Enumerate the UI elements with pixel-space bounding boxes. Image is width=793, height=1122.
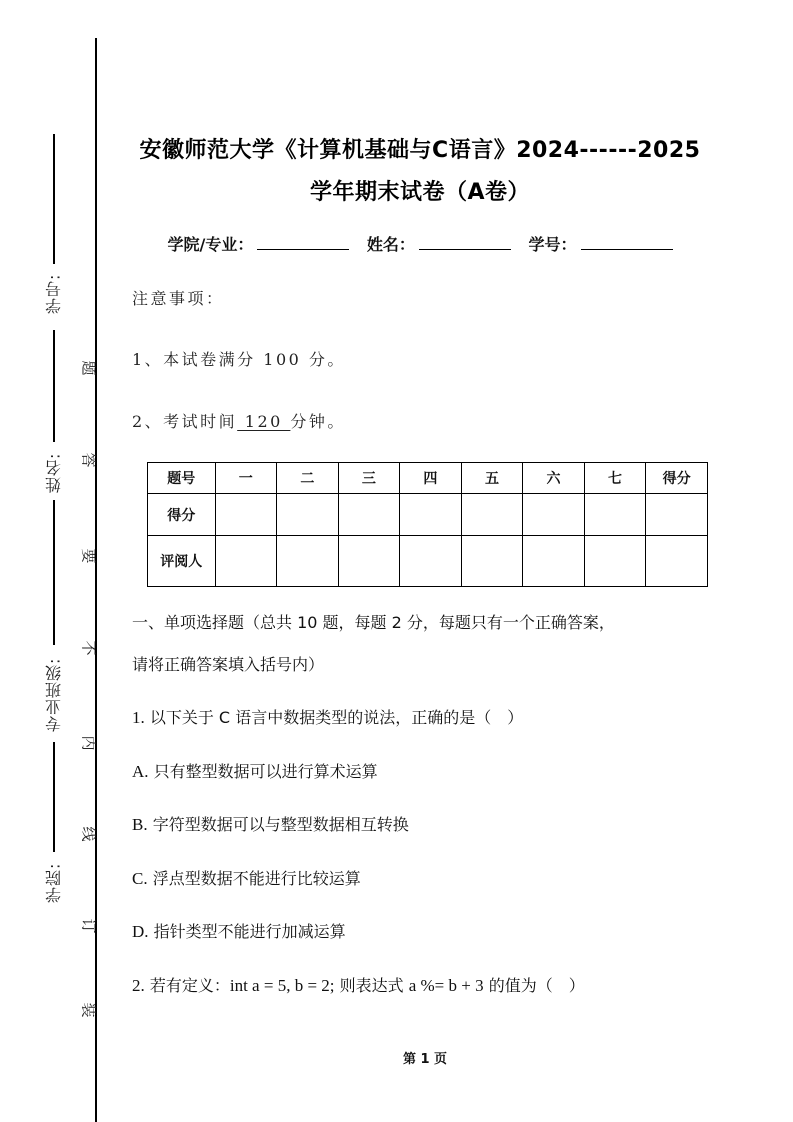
student-id-blank-line: [53, 134, 55, 264]
header-cell-5: 五: [461, 463, 523, 494]
grader-row: [148, 536, 708, 587]
header-cell-6: 六: [523, 463, 585, 494]
college-major-blank[interactable]: [257, 235, 349, 250]
student-id-field[interactable]: [529, 232, 673, 255]
seal-char-bu: 不: [81, 638, 97, 657]
question-1-number: 1.: [132, 708, 145, 727]
name-label: 姓名：: [366, 235, 415, 254]
question-2-expression: a %= b + 3: [408, 976, 484, 995]
grader-cell-total[interactable]: [646, 536, 708, 587]
seal-char-da: 答: [81, 450, 97, 469]
question-2-prefix: 若有定义：: [149, 976, 230, 995]
option-key: D.: [132, 922, 149, 941]
question-2-code: int a = 5, b = 2;: [229, 976, 335, 995]
binding-border-line: [95, 38, 97, 1122]
margin-college-label: 学院:: [44, 862, 64, 904]
seal-char-zhuang: 装: [81, 1000, 97, 1019]
question-1-text: 以下关于 C 语言中数据类型的说法，正确的是（ ）: [149, 708, 524, 727]
header-cell-4: 四: [400, 463, 462, 494]
score-table: [147, 462, 708, 587]
student-id-blank[interactable]: [581, 235, 673, 250]
question-1-option-b[interactable]: [132, 812, 409, 835]
exam-duration-value: 120: [237, 412, 291, 431]
header-cell-question-no: 题号: [148, 463, 216, 494]
margin-class-label: 专业班级:: [44, 657, 64, 733]
score-cell[interactable]: [523, 494, 585, 536]
grader-cell[interactable]: [584, 536, 646, 587]
option-key: A.: [132, 762, 149, 781]
section1-heading-line2: 请将正确答案填入括号内）: [132, 655, 325, 674]
name-blank-line: [53, 330, 55, 442]
class-blank-line: [53, 500, 55, 645]
score-cell[interactable]: [584, 494, 646, 536]
note-item-1: 1、本试卷满分 100 分。: [132, 350, 346, 369]
option-key: C.: [132, 869, 148, 888]
grader-cell[interactable]: [277, 536, 339, 587]
score-cell[interactable]: [277, 494, 339, 536]
question-2: [132, 973, 585, 996]
score-row-label: 得分: [148, 494, 216, 536]
score-cell[interactable]: [215, 494, 277, 536]
question-1: [132, 705, 523, 728]
score-cell-total[interactable]: [646, 494, 708, 536]
score-cell[interactable]: [400, 494, 462, 536]
grader-cell[interactable]: [400, 536, 462, 587]
college-blank-line: [53, 742, 55, 852]
question-1-option-a[interactable]: [132, 759, 378, 782]
option-key: B.: [132, 815, 148, 834]
grader-cell[interactable]: [338, 536, 400, 587]
seal-char-yao: 要: [81, 546, 97, 565]
college-major-label: 学院/专业：: [167, 235, 254, 254]
score-cell[interactable]: [461, 494, 523, 536]
question-2-number: 2.: [132, 976, 145, 995]
college-major-field[interactable]: [167, 232, 349, 255]
score-cell[interactable]: [338, 494, 400, 536]
student-id-label: 学号：: [528, 235, 577, 254]
score-row: [148, 494, 708, 536]
header-cell-total: 得分: [646, 463, 708, 494]
option-text: 字符型数据可以与整型数据相互转换: [152, 815, 409, 834]
score-table-header-row: [148, 463, 708, 494]
header-cell-3: 三: [338, 463, 400, 494]
name-field[interactable]: [367, 232, 511, 255]
seal-char-xian: 线: [81, 824, 97, 843]
grader-cell[interactable]: [523, 536, 585, 587]
grader-row-label: 评阅人: [148, 536, 216, 587]
note-item-2-suffix: 分钟。: [290, 412, 346, 431]
margin-name-label: 姓名:: [44, 452, 64, 494]
margin-student-id-label: 学号:: [44, 273, 64, 315]
notes-heading: 注意事项：: [132, 289, 225, 308]
grader-cell[interactable]: [461, 536, 523, 587]
exam-title-line2: 学年期末试卷（A卷）: [309, 180, 531, 205]
note-item-2: [132, 409, 346, 432]
note-item-2-prefix: 2、考试时间: [132, 412, 238, 431]
option-text: 浮点型数据不能进行比较运算: [152, 869, 361, 888]
option-text: 指针类型不能进行加减运算: [153, 922, 346, 941]
question-2-mid: 则表达式: [339, 976, 404, 995]
header-cell-7: 七: [584, 463, 646, 494]
seal-char-nei: 内: [81, 733, 97, 752]
section1-heading-line1: 一、单项选择题（总共 10 题，每题 2 分，每题只有一个正确答案，: [132, 613, 615, 632]
name-blank[interactable]: [419, 235, 511, 250]
question-2-suffix: 的值为（ ）: [488, 976, 585, 995]
question-1-option-d[interactable]: [132, 919, 346, 942]
seal-char-ti: 题: [81, 358, 97, 377]
page-number: 第 1 页: [402, 1052, 448, 1067]
grader-cell[interactable]: [215, 536, 277, 587]
seal-char-ding: 订: [81, 916, 97, 935]
exam-title-line1: 安徽师范大学《计算机基础与C语言》2024------2025: [139, 138, 701, 163]
header-cell-2: 二: [277, 463, 339, 494]
header-cell-1: 一: [215, 463, 277, 494]
option-text: 只有整型数据可以进行算术运算: [153, 762, 378, 781]
question-1-option-c[interactable]: [132, 866, 361, 889]
student-info-line: [120, 232, 720, 255]
